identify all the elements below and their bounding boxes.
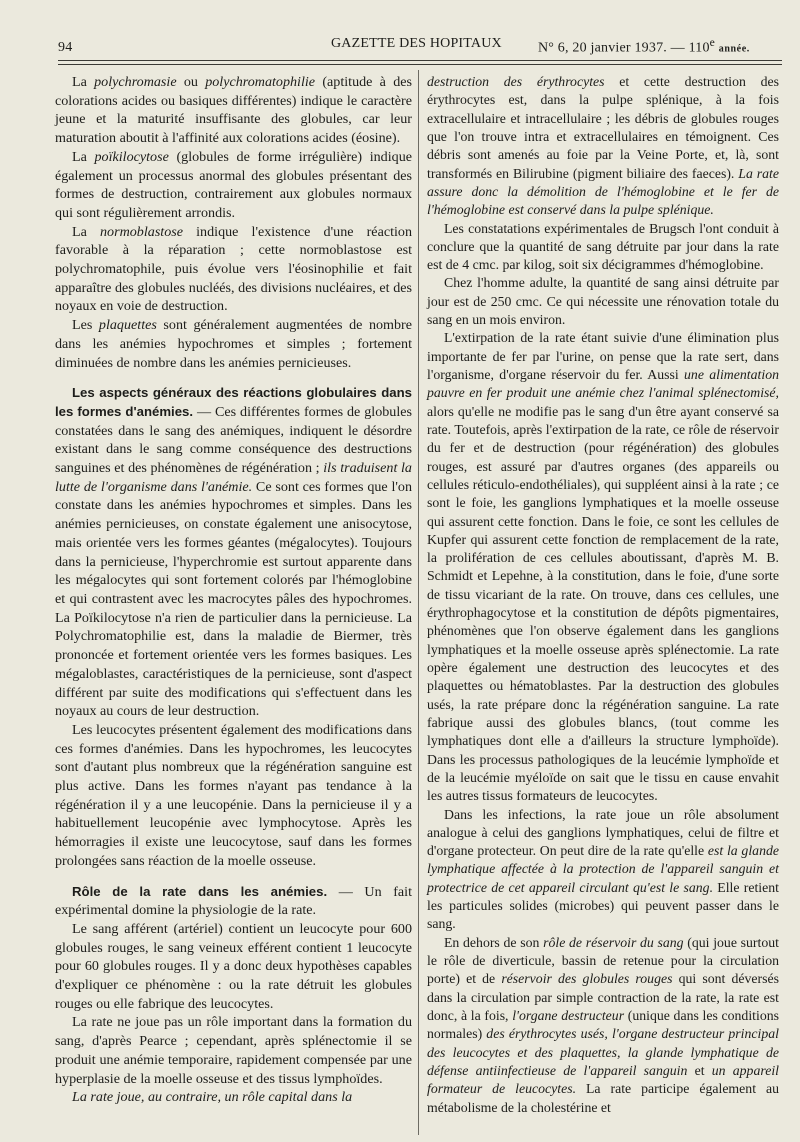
journal-title: GAZETTE DES HOPITAUX [331,36,502,51]
paragraph-destruction [427,73,779,220]
text-run: L'extirpation de la rate étant suivie d'une élimination plus importante de fer par l'urine, on pense que la rate sert, dans l'organisme, d'organe réservoir du fer. Aussi [427,330,779,382]
paragraph-reservoir [427,934,779,1117]
italic-term: des érythrocytes usés, l'organe destructeur principal des leucocytes et des plaquettes, la glande lymphatique de défense antiinfectieuse de l'appareil sanguin [427,1026,779,1078]
header-rule-top [58,60,782,61]
column-divider [418,70,419,1135]
text-run: — Un fait expérimental domine la physiologie de la rate. [55,883,413,919]
text-run: La [72,74,95,90]
right-column [427,73,779,1117]
text-run: Ce sont ces formes que l'on constate dans les anémies hypochromes et simples. Dans les anémies pernicieuses, on constate également une anisocytose, mais orientée vers les formes géantes (mégalocytes). Toujours dans la pernicieuse, l'hyperchromie est surtout apparente dans les mégalocytes qui sont fortement colorés par l'hémoglobine et qui contrastent avec les macrocytes pâles des hypochromes. La Poïkilocytose n'a rien de particulier dans la pernicieuse. La Polychromatophilie est, dans la maladie de Biermer, très prononcée et fortement orientée vers les formes basiques. Les mégaloblastes, caractéristiques de la pernicieuse, sont d'aspect différent par suite des modifications qui s'effectuent dans les noyaux au cours de leur destruction. [55,478,412,720]
italic-term: plaquettes [98,317,157,334]
paragraph-normoblastose [55,223,412,317]
text-run: La [72,223,100,240]
text-run: (globules de forme irrégulière) indique également un processus anormal des globules présentant des formes de destruction, contrairement aux globules normaux qui sont régulièrement arrondis. [55,148,412,221]
paragraph-role-rate [55,883,412,920]
paragraph-brugsch: Les constatations expérimentales de Brugsch l'ont conduit à conclure que la quantité de sang détruite par jour dans la rate est de 4 cmc. par kilog, soit six décigrammes d'hémoglobine. [427,220,779,273]
text-run: — Ces différentes formes de globules constatées dans le sang des anémiques, indiquent le désordre existant dans le sang comme conséquence des destructions sanguines et des phénomènes de régénération ; [55,403,412,477]
text-run: Les [72,317,99,334]
issue-superscript: e [709,36,716,49]
text-run: qui sont déversés dans la circulation par simple contraction de la rate, la rate est donc, à la fois, [427,971,779,1023]
italic-term: La rate assure donc la démolition de l'hémoglobine et le fer de l'hémoglobine est conservé dans la pulpe splénique. [427,165,779,218]
text-run: (aptitude à des colorations acides ou basiques différentes) indique le caractère jeune et la maturité insuffisante des globules, car leur maturation aboutit à l'affinité aux colorations acides (éosine). [55,74,412,147]
page-header [58,36,778,60]
italic-term: La rate joue, au contraire, un rôle capital dans la [72,1089,353,1106]
text-run: et cette destruction des érythrocytes est, dans la pulpe splénique, à la fois extracellulaire et intracellulaire ; les débris de globules rouges que l'on trouve intra et extracellulaires en témoignent. Ces débris sont amenés au foie par la Veine Porte, et, là, sont transformés en Bilirubine (pigment biliaire des faeces). [427,74,779,181]
italic-term: ils traduisent la lutte de l'organisme dans l'anémie. [55,460,412,495]
paragraph-sang-afferent: Le sang afférent (artériel) contient un leucocyte pour 600 globules rouges, le sang veineux efférent contient 1 leucocyte pour 60 globules rouges. Il y a donc deux hypothèses capables d'expliquer ce phénomène : ou la rate détruit les globules rouges ou elle fabrique des leucocytes. [55,920,412,1012]
text-run: Elle retient les particules solides (microbes) qui peuvent passer dans le sang. [427,879,779,932]
section-heading-aspects: Les aspects généraux des réactions globulaires dans les formes d'anémies. [55,385,412,419]
italic-term: une alimentation pauvre en fer produit une anémie chez l'animal splénectomisé, [427,367,779,401]
text-run: Dans les infections, la rate joue un rôle absolument analogue à celui des ganglions lymphatiques, celui de filtre et d'organe protecteur. On peut dire de la rate qu'elle [427,806,779,859]
paragraph-rate-joue [55,1088,412,1107]
paragraph-pearce: La rate ne joue pas un rôle important dans la formation du sang, d'après Pearce ; cependant, après splénectomie il se produit une anémie temporaire, rapidement compensée par une hyperplasie de la moelle osseuse et des tissus lymphoïdes. [55,1014,412,1087]
italic-term: réservoir des globules rouges [501,971,673,987]
italic-term: polychromatophilie [205,74,316,90]
text-run: alors qu'elle ne modifie pas le sang d'un être ayant conservé sa rate. Toutefois, après l'extirpation de la rate, ce rôle de réservoir du fer et de destruction (pour régénération) des globules rouges, est assuré par d'autres organes (des appareils ou cellules réticulo-endothéliales), qui suppléent ainsi à la rate ; ce sont le foie, les ganglions lymphatiques et la moelle osseuse qui assurent cette fonction. Dans le foie, ce sont les cellules de Kupfer qui assurent cette fonction de remplacement de la rate, la prolifération de ces cellules aboutissant, d'après M. B. Schmidt et Lepehne, à la constitution, dans le foie, d'une sorte de tissu vicariant de la rate. On trouve, dans ces cellules, une érythrophagocytose et la constitution de dépôts pigmentaires, phénomènes que l'on observe également dans les ganglions lymphatiques et la moelle osseuse après splénectomie. La rate opère également une destruction des leucocytes et des plaquettes ou hématoblastes. Par la destruction des globules usés, la rate prépare donc la régénération sanguine. La rate fabrique aussi des globules blancs, (tout comme les lymphatiques dont elle a d'ailleurs la structure lymphoïde). Dans les processus pathologiques de la leucémie lymphoïde et de la leucémie myéloïde on sait que le tissu en cause envahit les autres tissus formateurs de leucocytes. [427,403,779,804]
text-run: En dehors de son [444,934,544,950]
page-number: 94 [58,40,73,55]
text-run: ou [176,74,206,90]
paragraph-extirpation [427,329,779,805]
text-run: indique l'existence d'une réaction favorable à la réparation ; cette normoblastose est polychromatophile, puis évolue vers l'éosinophilie et fait apparaître des globules nucléés, des divisions nucléaires, et des noyaux en voie de destruction. [55,223,413,315]
header-rule-bottom [58,64,782,65]
text-run: et [687,1062,712,1078]
issue-date: N° 6, 20 janvier 1937. — 110 [538,40,710,56]
issue-year-word: année. [718,43,750,55]
paragraph-homme-adulte: Chez l'homme adulte, la quantité de sang ainsi détruite par jour est de 250 cmc. Ce qui nécessite une rénovation totale du sang en un mois environ. [427,275,779,328]
italic-term: un appareil formateur de leucocytes. [427,1062,780,1097]
paragraph-polychromasie [55,73,412,148]
text-run: La [72,148,95,165]
paragraph-poikilocytose [55,148,412,223]
italic-term: normoblastose [100,223,184,240]
left-column [55,73,412,1107]
italic-term: destruction des érythrocytes [427,74,605,89]
paragraph-leucocytes: Les leucocytes présentent également des modifications dans ces formes d'anémies. Dans les hypochromes, les leucocytes sont d'autant plus nombreux que la régénération sanguine est plus active. Dans les formes n'ayant pas tendance à la régénération il y a une leucopénie. Dans la pernicieuse il y a habituellement leucopénie avec lymphocytose. Après les hémorragies il existe une leucocytose, sauf dans les formes prolongées sans réaction de la moelle osseuse. [55,721,412,869]
paragraph-aspects-generaux [55,384,412,721]
issue-info [538,36,750,57]
italic-term: l'organe destructeur [512,1007,625,1023]
italic-term: poïkilocytose [94,148,169,165]
text-run: (unique dans les conditions normales) [427,1007,779,1042]
italic-term: polychromasie [94,74,177,90]
text-run: (qui joue surtout le rôle de diverticule, bassin de retenue pour la circulation porte) et de [427,934,779,987]
section-heading-role-rate: Rôle de la rate dans les anémies. [72,883,328,899]
text-run: La rate participe également au métabolisme de la cholestérine et [427,1081,780,1115]
italic-term: rôle de réservoir du sang [543,934,684,950]
italic-term: est la glande lymphatique affectée à la protection de l'appareil sanguin et protectrice de cet appareil circulant qu'est le sang. [427,843,779,895]
paragraph-infections [427,806,779,934]
paragraph-plaquettes [55,316,412,372]
text-run: sont généralement augmentées de nombre dans les anémies hypochromes et simples ; fortement diminuées de nombre dans les anémies pernicieuses. [55,317,412,371]
